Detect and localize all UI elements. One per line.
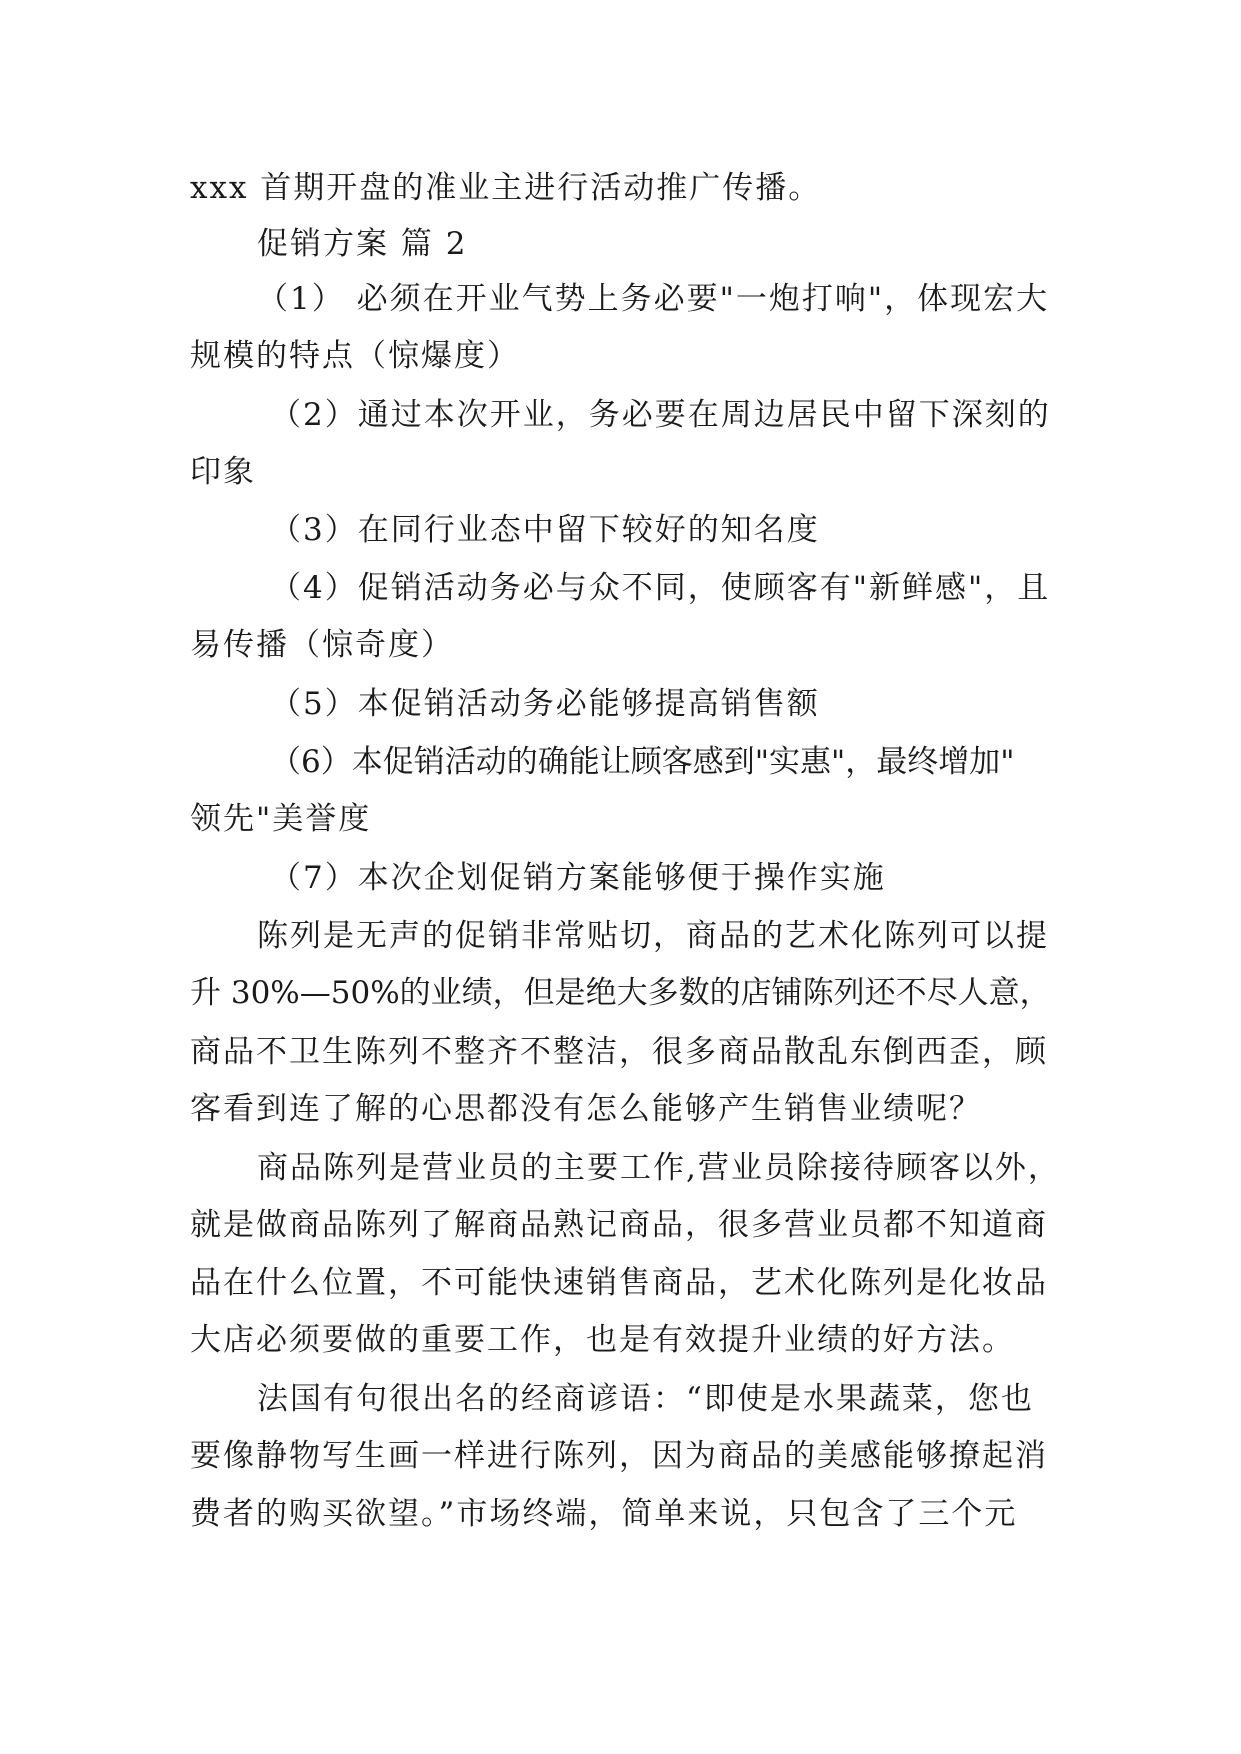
section-heading: 促销方案 篇 2 [257, 226, 468, 262]
text-line: 费者的购买欲望。”市场终端，简单来说，只包含了三个元 [190, 1496, 1018, 1532]
text-line: 品在什么位置，不可能快速销售商品，艺术化陈列是化妆品 [190, 1265, 1048, 1301]
text-line: （5）本促销活动务必能够提高销售额 [270, 686, 820, 722]
text-line: 客看到连了解的心思都没有怎么能够产生销售业绩呢？ [190, 1091, 982, 1127]
text-line: 商品陈列是营业员的主要工作,营业员除接待顾客以外， [257, 1150, 1061, 1186]
text-line: 易传播（惊奇度） [190, 627, 454, 663]
text-line: （6）本促销活动的确能让顾客感到"实惠"，最终增加" [270, 744, 1015, 780]
text-line: 印象 [190, 454, 256, 490]
text-line: 大店必须要做的重要工作，也是有效提升业绩的好方法。 [190, 1322, 1015, 1358]
text-line: （3）在同行业态中留下较好的知名度 [270, 512, 820, 548]
text-line: （1） 必须在开业气势上务必要"一炮打响"，体现宏大 [257, 281, 1050, 317]
text-line: 领先"美誉度 [190, 801, 372, 837]
text-line: 法国有句很出名的经商谚语：“即使是水果蔬菜，您也 [257, 1381, 1034, 1417]
text-line: 要像静物写生画一样进行陈列，因为商品的美感能够撩起消 [190, 1438, 1048, 1474]
text-line: xxx 首期开盘的准业主进行活动推广传播。 [190, 170, 822, 206]
text-line: 就是做商品陈列了解商品熟记商品，很多营业员都不知道商 [190, 1207, 1048, 1243]
text-line: 商品不卫生陈列不整齐不整洁，很多商品散乱东倒西歪，顾 [190, 1034, 1048, 1070]
text-line: 陈列是无声的促销非常贴切，商品的艺术化陈列可以提 [257, 918, 1049, 954]
text-line: （2）通过本次开业，务必要在周边居民中留下深刻的 [270, 397, 1051, 433]
text-line: （7）本次企划促销方案能够便于操作实施 [270, 860, 886, 896]
text-line: （4）促销活动务必与众不同，使顾客有"新鲜感"，且 [270, 570, 1051, 606]
text-line: 升 30%—50%的业绩，但是绝大多数的店铺陈列还不尽人意， [190, 975, 1051, 1011]
text-line: 规模的特点（惊爆度） [190, 338, 520, 374]
